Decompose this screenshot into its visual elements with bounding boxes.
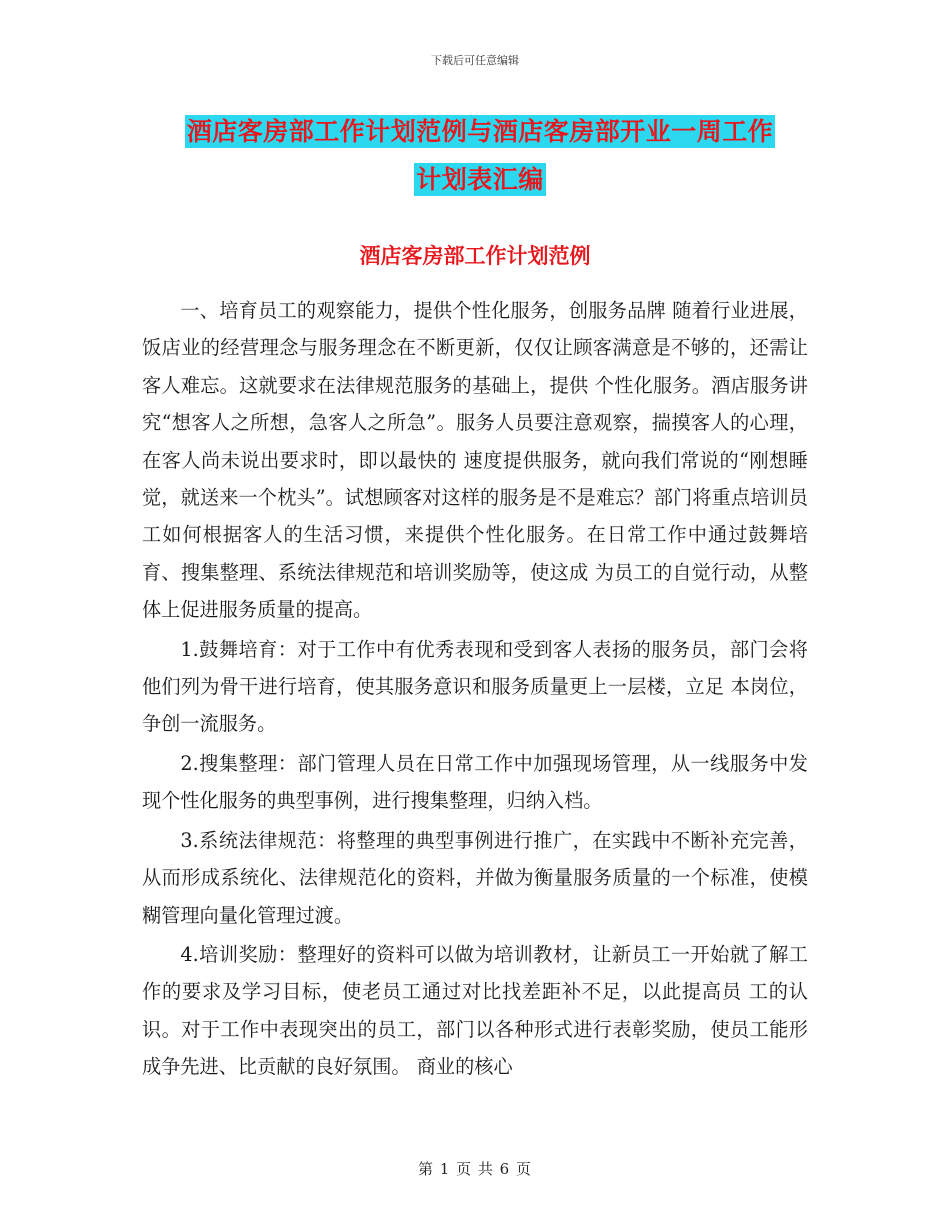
section-title: 酒店客房部工作计划范例 — [359, 243, 591, 268]
paragraph-intro: 一、培育员工的观察能力，提供个性化服务，创服务品牌 随着行业进展，饭店业的经营理念与服务理念在不断更新，仅仅让顾客满意是不够的，还需让客人难忘。这就要求在法律规范服务的基础上，提供 个性化服务。酒店服务讲究“想客人之所想，急客人之所急”。服务人员要注意观察，揣摸客人的心理，在客人尚未说出要求时，即以最快的 速度提供服务，就向我们常说的“刚想睡觉，就送来一个枕头”。试想顾客对这样的服务是不是难忘？部门将重点培训员工如何根据客人的生活习惯，来提供个性化服务。在日常工作中通过鼓舞培育、搜集整理、系统法律规范和培训奖励等，使这成 为员工的自觉行动，从整体上促进服务质量的提高。 — [142, 299, 808, 622]
page-footer: 第 1 页 共 6 页 — [418, 1160, 532, 1178]
paragraph-item-3: 3.系统法律规范：将整理的典型事例进行推广，在实践中不断补充完善，从而形成系统化、法律规范化的资料，并做为衡量服务质量的一个标准，使模 糊管理向量化管理过渡。 — [142, 828, 808, 927]
document-title-line-2: 计划表汇编 — [416, 165, 544, 194]
paragraph-item-2: 2.搜集整理：部门管理人员在日常工作中加强现场管理，从一线服务中发现个性化服务的典型事例，进行搜集整理，归纳入档。 — [142, 751, 808, 813]
document-title-line-1: 酒店客房部工作计划范例与酒店客房部开业一周工作 — [186, 117, 774, 146]
header-note: 下载后可任意编辑 — [431, 54, 519, 67]
document-title — [150, 108, 810, 204]
body-text — [142, 292, 808, 1088]
paragraph-item-4: 4.培训奖励：整理好的资料可以做为培训教材，让新员工一开始就了解工作的要求及学习目标，使老员工通过对比找差距补不足，以此提高员 工的认识。对于工作中表现突出的员工，部门以各种形式进行表彰奖励，使员工能形成争先进、比贡献的良好氛围。 商业的核心 — [142, 942, 808, 1079]
paragraph-item-1: 1.鼓舞培育：对于工作中有优秀表现和受到客人表扬的服务员，部门会将他们列为骨干进行培育，使其服务意识和服务质量更上一层楼，立足 本岗位，争创一流服务。 — [142, 637, 808, 736]
